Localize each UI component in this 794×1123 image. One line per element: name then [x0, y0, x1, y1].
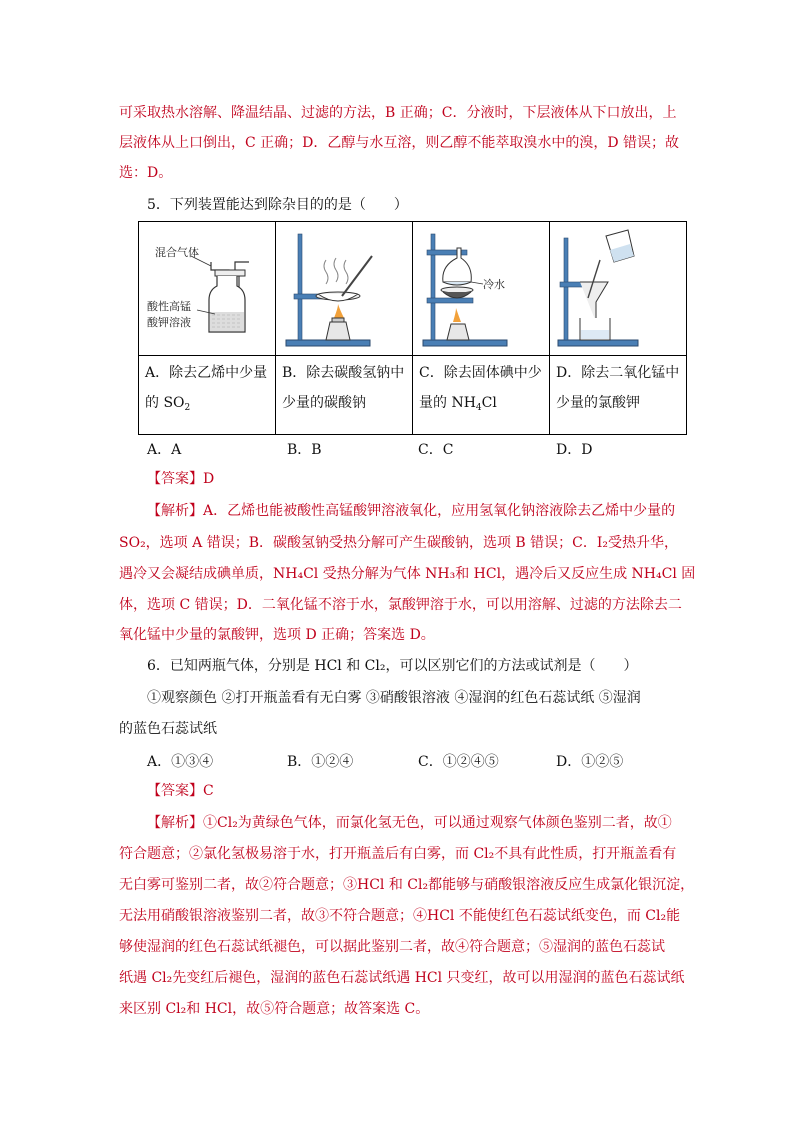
label-cold-water: 冷水: [483, 278, 505, 291]
q5-answer-value: D: [203, 471, 215, 487]
caption-c-sub: 4: [475, 403, 482, 413]
q6-analysis-tag: 【解析】: [147, 815, 203, 831]
q6-answer: [147, 781, 214, 801]
q5-analysis-line-5: 氧化锰中少量的氯酸钾，选项 D 正确；答案选 D。: [119, 627, 435, 643]
q6-option-b: B．①②④: [287, 754, 354, 770]
q6-analysis-line-2: 符合题意；②氯化氢极易溶于水，打开瓶盖后有白雾，而 Cl₂不具有此性质，打开瓶盖看有: [119, 846, 677, 862]
q6-analysis-line-6: 纸遇 Cl₂先变红后褪色，湿润的蓝色石蕊试纸遇 HCl 只变红，故可以用湿润的蓝色石蕊试纸: [119, 970, 685, 986]
q6-answer-tag: 【答案】: [147, 783, 203, 799]
q5-analysis-tag: 【解析】: [147, 503, 203, 519]
caption-b-line-1: B．除去碳酸氢钠中: [282, 365, 405, 381]
sublimation-figure: [413, 222, 549, 355]
caption-d-line-2: 少量的氯酸钾: [556, 395, 640, 411]
q6-option-a: A．①③④: [147, 754, 214, 770]
q5-analysis-line-2: SO₂，选项 A 错误；B．碳酸氢钠受热分解可产生碳酸钠，选项 B 错误；C．I₂受热升华，: [119, 535, 679, 551]
q5-analysis-line-3: 遇冷又会凝结成碘单质，NH₄Cl 受热分解为气体 NH₃和 HCl，遇冷后又反应生成 NH₄Cl 固: [119, 566, 696, 582]
q5-option-a: A．A: [147, 442, 182, 458]
q5-option-b: B．B: [287, 442, 322, 458]
label-gas-in: 混合气体: [155, 246, 199, 259]
intro-line-1: 可采取热水溶解、降温结晶、过滤的方法，B 正确；C．分液时，下层液体从下口放出，上: [119, 105, 677, 121]
caption-a-line-1: A．除去乙烯中少量: [145, 365, 268, 381]
q5-option-c: C．C: [418, 442, 454, 458]
q6-analysis-line-4: 无法用硝酸银溶液鉴别二者，故③不符合题意；④HCl 不能使红色石蕊试纸变色，而 Cl₂能: [119, 908, 681, 924]
figure-a-cell: [139, 222, 276, 356]
q5-answer-tag: 【答案】: [147, 471, 203, 487]
figure-d-cell: [550, 222, 687, 356]
q5-analysis-line-1-text: A．乙烯也能被酸性高锰酸钾溶液氧化，应用氢氧化钠溶液除去乙烯中少量的: [203, 503, 676, 519]
q6-analysis-line-5: 够使湿润的红色石蕊试纸褪色，可以据此鉴别二者，故④符合题意；⑤湿润的蓝色石蕊试: [119, 939, 665, 955]
caption-b-line-2: 少量的碳酸钠: [282, 395, 366, 411]
q6-analysis-line-1: [147, 813, 672, 833]
q5-apparatus-table: [138, 221, 687, 435]
q6-methods-line-1: ①观察颜色 ②打开瓶盖看有无白雾 ③硝酸银溶液 ④湿润的红色石蕊试纸 ⑤湿润: [147, 690, 641, 706]
caption-a-pre: 的 SO: [145, 395, 185, 411]
gas-washing-bottle-figure: [139, 222, 275, 355]
figure-b-cell: [276, 222, 413, 356]
caption-a-line-2: [145, 388, 269, 418]
q5-answer: [147, 469, 214, 489]
figure-c-cell: [413, 222, 550, 356]
intro-line-3: 选：D。: [119, 165, 173, 181]
caption-c-pre: 量的 NH: [419, 395, 476, 411]
caption-c-post: Cl: [481, 395, 497, 411]
intro-line-2: 层液体从上口倒出，C 正确；D．乙醇与水互溶，则乙醇不能萃取溴水中的溴，D 错误；故: [119, 135, 680, 151]
caption-d-line-1: D．除去二氧化锰中: [556, 365, 680, 381]
q6-analysis-line-7: 来区别 Cl₂和 HCl，故⑤符合题意；故答案选 C。: [119, 1001, 430, 1017]
caption-d: [550, 356, 687, 435]
q6-option-d: D．①②⑤: [556, 754, 624, 770]
q6-answer-value: C: [203, 783, 214, 799]
filtration-figure: [550, 222, 686, 355]
q5-analysis-line-1: [147, 501, 675, 521]
q6-analysis-line-1-text: ①Cl₂为黄绿色气体，而氯化氢无色，可以通过观察气体颜色鉴别二者，故①: [203, 815, 672, 831]
q5-analysis-line-4: 体，选项 C 错误；D．二氧化锰不溶于水，氯酸钾溶于水，可以用溶解、过滤的方法除去二: [119, 597, 682, 613]
q5-option-d: D．D: [556, 442, 593, 458]
q6-analysis-line-3: 无白雾可鉴别二者，故②符合题意；③HCl 和 Cl₂都能够与硝酸银溶液反应生成氯化银沉淀，: [119, 877, 695, 893]
caption-c-line-2: [419, 388, 543, 418]
q6-stem: 6．已知两瓶气体，分别是 HCl 和 Cl₂，可以区别它们的方法或试剂是（ ）: [147, 658, 638, 674]
caption-a-sub: 2: [184, 403, 191, 413]
label-reagent-2: 酸钾溶液: [147, 316, 191, 329]
evaporating-dish-figure: [276, 222, 412, 355]
label-reagent-1: 酸性高锰: [147, 300, 191, 313]
q6-option-c: C．①②④⑤: [418, 754, 499, 770]
caption-b: [276, 356, 413, 435]
caption-c-line-1: C．除去固体碘中少: [419, 365, 542, 381]
caption-c: [413, 356, 550, 435]
q5-stem: 5．下列装置能达到除杂目的的是（ ）: [147, 197, 408, 213]
q6-methods-line-2: 的蓝色石蕊试纸: [119, 721, 217, 737]
caption-a: [139, 356, 276, 435]
